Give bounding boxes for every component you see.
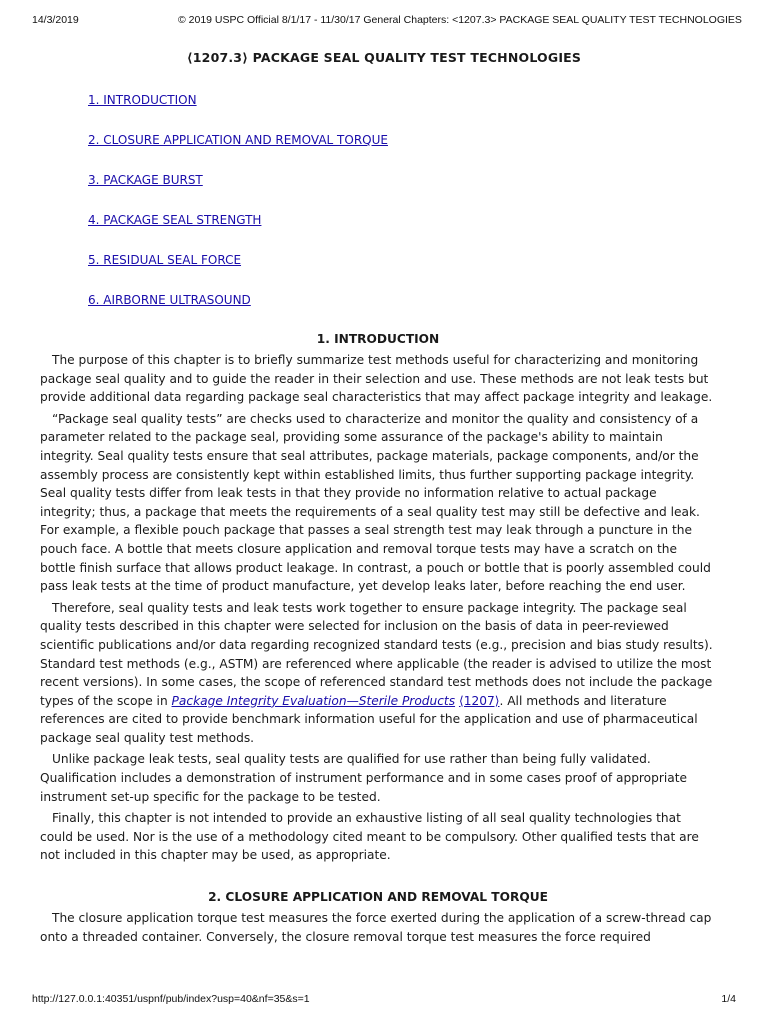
toc-item	[88, 133, 388, 173]
print-url: http://127.0.0.1:40351/uspnf/pub/index?usp=40&nf=35&s=1	[32, 993, 310, 1005]
paragraph: Unlike package leak tests, seal quality tests are qualified for use rather than being fully validated. Qualification includes a demonstration of instrument performance and in some cases proof of appropriate instrument set-up specific for the package to be tested.	[40, 752, 688, 804]
toc-item	[88, 213, 388, 253]
toc-item	[88, 173, 388, 213]
print-date: 14/3/2019	[32, 14, 79, 26]
paragraph: Finally, this chapter is not intended to provide an exhaustive listing of all seal quality technologies that could be used. Nor is the use of a methodology cited meant to be compulsory. Other qualified tests that are not included in this chapter may be used, as appropriate.	[40, 811, 699, 863]
toc-link-residual-seal-force[interactable]: 5. RESIDUAL SEAL FORCE	[88, 253, 242, 267]
chapter-number-link[interactable]: ⟨1207⟩	[458, 693, 500, 708]
paragraph: The purpose of this chapter is to briefly summarize test methods useful for characterizing and monitoring package seal quality and to guide the reader in their selection and use. These methods are not leak tests but provide additional data regarding package seal characteristics that may affect package integrity and leakage.	[40, 353, 713, 405]
print-title: © 2019 USPC Official 8/1/17 - 11/30/17 General Chapters: <1207.3> PACKAGE SEAL QUALITY TEST TECHNOLOGIES	[178, 14, 742, 26]
section-heading-introduction: 1. INTRODUCTION	[316, 332, 440, 346]
toc-link-airborne-ultrasound[interactable]: 6. AIRBORNE ULTRASOUND	[88, 293, 251, 307]
toc-link-introduction[interactable]: 1. INTRODUCTION	[88, 93, 197, 107]
toc-link-package-burst[interactable]: 3. PACKAGE BURST	[88, 173, 203, 187]
toc-item	[88, 293, 388, 333]
toc-link-closure-torque[interactable]: 2. CLOSURE APPLICATION AND REMOVAL TORQUE	[88, 133, 388, 147]
toc-link-seal-strength[interactable]: 4. PACKAGE SEAL STRENGTH	[88, 213, 262, 227]
paragraph: The closure application torque test measures the force exerted during the application of a screw-thread cap onto a threaded container. Conversely, the closure removal torque test measures the force required	[40, 911, 712, 944]
section-heading-closure-torque: 2. CLOSURE APPLICATION AND REMOVAL TORQUE	[208, 890, 548, 905]
page-number: 1/4	[721, 993, 736, 1005]
paragraph-text: . All methods and literature references are cited to provide benchmark information useful for the application and use of pharmaceutical package seal quality test methods.	[40, 693, 698, 745]
table-of-contents	[88, 93, 388, 333]
toc-item	[88, 253, 388, 293]
paragraph: “Package seal quality tests” are checks used to characterize and monitor the quality and consistency of a parameter related to the package seal, providing some assurance of the package's ability to maintain integrity. Seal quality tests ensure that seal attributes, package materials, package components, and/or the assembly process are consistently kept within established limits, thus further supporting package integrity. Seal quality tests differ from leak tests in that they provide no information relative to actual package integrity; thus, a package that meets the requirements of a seal quality test may still be defective and leak. For example, a flexible pouch package that passes a seal strength test may leak through a puncture in the pouch face. A bottle that meets closure application and removal torque tests may have a scratch on the bottle finish surface that allows product leakage. In contrast, a pouch or bottle that is poorly assembled could pass leak tests at the time of product manufacture, yet develop leaks later, before reaching the end user.	[40, 411, 711, 594]
toc-item	[88, 93, 388, 133]
paragraph-text: Therefore, seal quality tests and leak tests work together to ensure package integrity. The package seal quality tests described in this chapter were selected for inclusion on the basis of data in peer-reviewed scientific publications and/or data regarding recognized standard tests (e.g., precision and bias study results). Standard test methods (e.g., ASTM) are referenced where applicable (the reader is advised to utilize the most recent versions). In some cases, the scope of referenced standard test methods does not include the package types of the scope in	[40, 600, 713, 708]
reference-link-1207[interactable]: Package Integrity Evaluation—Sterile Products	[171, 693, 456, 708]
document-body	[40, 331, 716, 949]
document-title: ⟨1207.3⟩ PACKAGE SEAL QUALITY TEST TECHNOLOGIES	[186, 50, 582, 65]
paragraph	[40, 599, 716, 748]
